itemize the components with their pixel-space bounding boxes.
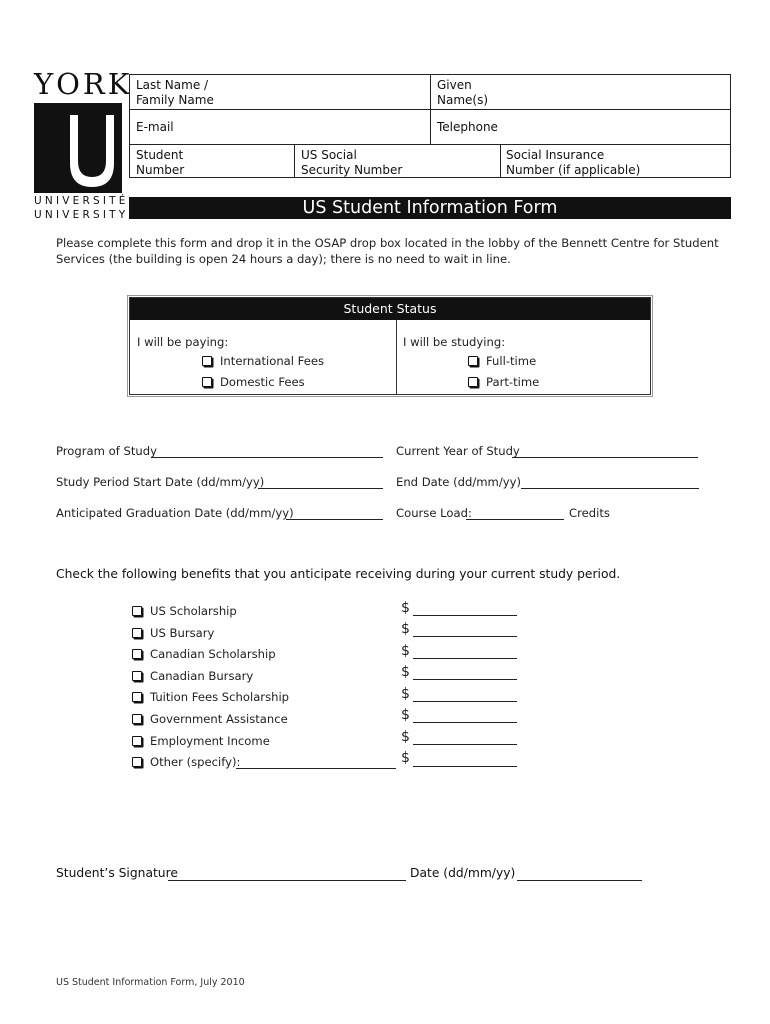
amount-line[interactable] <box>413 701 517 702</box>
signature-date-line[interactable] <box>517 880 642 881</box>
logo-universite-text: UNIVERSITÉ <box>34 195 129 207</box>
number-label: Number <box>136 163 185 177</box>
checkbox-icon[interactable] <box>132 628 142 638</box>
family-name-label: Family Name <box>136 93 214 107</box>
email-label: E-mail <box>136 120 174 134</box>
amount-line[interactable] <box>413 679 517 680</box>
amount-line[interactable] <box>413 744 517 745</box>
grad-date-line[interactable] <box>286 519 383 520</box>
checkbox-icon[interactable] <box>132 692 142 702</box>
benefits-heading: Check the following benefits that you anticipate receiving during your current study period. <box>56 567 621 581</box>
domestic-fees-option[interactable]: Domestic Fees <box>202 375 305 389</box>
start-date-label: Study Period Start Date (dd/mm/yy) <box>56 475 265 489</box>
form-title: US Student Information Form <box>129 197 731 219</box>
program-line[interactable] <box>151 457 383 458</box>
studying-label: I will be studying: <box>403 335 506 349</box>
benefit-canadian-bursary[interactable]: Canadian Bursary <box>132 669 253 683</box>
signature-line[interactable] <box>168 880 406 881</box>
checkbox-icon[interactable] <box>132 757 142 767</box>
checkbox-icon[interactable] <box>468 356 478 366</box>
given-names-field[interactable] <box>437 78 488 108</box>
security-number-label: Security Number <box>301 163 403 177</box>
york-u-logo-icon <box>34 103 122 193</box>
sin-field[interactable] <box>506 148 640 178</box>
signature-label: Student’s Signature <box>56 866 178 880</box>
benefit-other[interactable]: Other (specify): <box>132 755 240 769</box>
amount-line[interactable] <box>413 722 517 723</box>
student-label: Student <box>136 148 184 162</box>
signature-date-label: Date (dd/mm/yy) <box>410 866 516 880</box>
start-date-line[interactable] <box>258 488 383 489</box>
benefit-us-bursary[interactable]: US Bursary <box>132 626 214 640</box>
currency-symbol: $ <box>401 600 410 616</box>
student-info-grid <box>129 74 731 178</box>
part-time-option[interactable]: Part-time <box>468 375 539 389</box>
current-year-line[interactable] <box>512 457 698 458</box>
amount-line[interactable] <box>413 636 517 637</box>
benefit-government-assistance[interactable]: Government Assistance <box>132 712 288 726</box>
sin-number-label: Number (if applicable) <box>506 163 641 177</box>
email-field[interactable] <box>136 120 174 135</box>
currency-symbol: $ <box>401 621 410 637</box>
sin-label: Social Insurance <box>506 148 605 162</box>
last-name-label: Last Name / <box>136 78 209 92</box>
benefit-us-scholarship[interactable]: US Scholarship <box>132 604 237 618</box>
program-label: Program of Study <box>56 444 157 458</box>
amount-line[interactable] <box>413 766 517 767</box>
currency-symbol: $ <box>401 664 410 680</box>
benefit-canadian-scholarship[interactable]: Canadian Scholarship <box>132 647 276 661</box>
checkbox-icon[interactable] <box>132 736 142 746</box>
benefit-tuition-fees-scholarship[interactable]: Tuition Fees Scholarship <box>132 690 289 704</box>
currency-symbol: $ <box>401 750 410 766</box>
checkbox-icon[interactable] <box>132 671 142 681</box>
international-fees-option[interactable]: International Fees <box>202 354 324 368</box>
names-label: Name(s) <box>437 93 489 107</box>
credits-label: Credits <box>569 506 610 520</box>
checkbox-icon[interactable] <box>202 356 212 366</box>
checkbox-icon[interactable] <box>468 377 478 387</box>
current-year-label: Current Year of Study <box>396 444 520 458</box>
paying-label: I will be paying: <box>137 335 229 349</box>
end-date-label: End Date (dd/mm/yy) <box>396 475 522 489</box>
checkbox-icon[interactable] <box>132 606 142 616</box>
student-status-heading: Student Status <box>130 298 650 320</box>
us-social-label: US Social <box>301 148 357 162</box>
grad-date-label: Anticipated Graduation Date (dd/mm/yy) <box>56 506 294 520</box>
currency-symbol: $ <box>401 686 410 702</box>
currency-symbol: $ <box>401 707 410 723</box>
us-ssn-field[interactable] <box>301 148 402 178</box>
currency-symbol: $ <box>401 729 410 745</box>
end-date-line[interactable] <box>521 488 699 489</box>
currency-symbol: $ <box>401 643 410 659</box>
logo-university-text: UNIVERSITY <box>34 209 129 221</box>
footer-text: US Student Information Form, July 2010 <box>56 977 245 988</box>
student-number-field[interactable] <box>136 148 184 178</box>
logo-york-text: YORK <box>34 67 133 101</box>
course-load-label: Course Load: <box>396 506 472 520</box>
other-specify-line[interactable] <box>236 768 396 769</box>
intro-text: Please complete this form and drop it in the OSAP drop box located in the lobby of the Bennett Centre for Student Services (the building is open 24 hours a day); there is no need to wait in line. <box>56 236 719 266</box>
amount-line[interactable] <box>413 658 517 659</box>
benefit-employment-income[interactable]: Employment Income <box>132 734 270 748</box>
checkbox-icon[interactable] <box>132 714 142 724</box>
student-status-box <box>129 297 651 395</box>
last-name-field[interactable] <box>136 78 214 108</box>
given-label: Given <box>437 78 472 92</box>
checkbox-icon[interactable] <box>132 649 142 659</box>
amount-line[interactable] <box>413 615 517 616</box>
course-load-line[interactable] <box>466 519 564 520</box>
telephone-label: Telephone <box>437 120 498 134</box>
checkbox-icon[interactable] <box>202 377 212 387</box>
telephone-field[interactable] <box>437 120 498 135</box>
full-time-option[interactable]: Full-time <box>468 354 536 368</box>
